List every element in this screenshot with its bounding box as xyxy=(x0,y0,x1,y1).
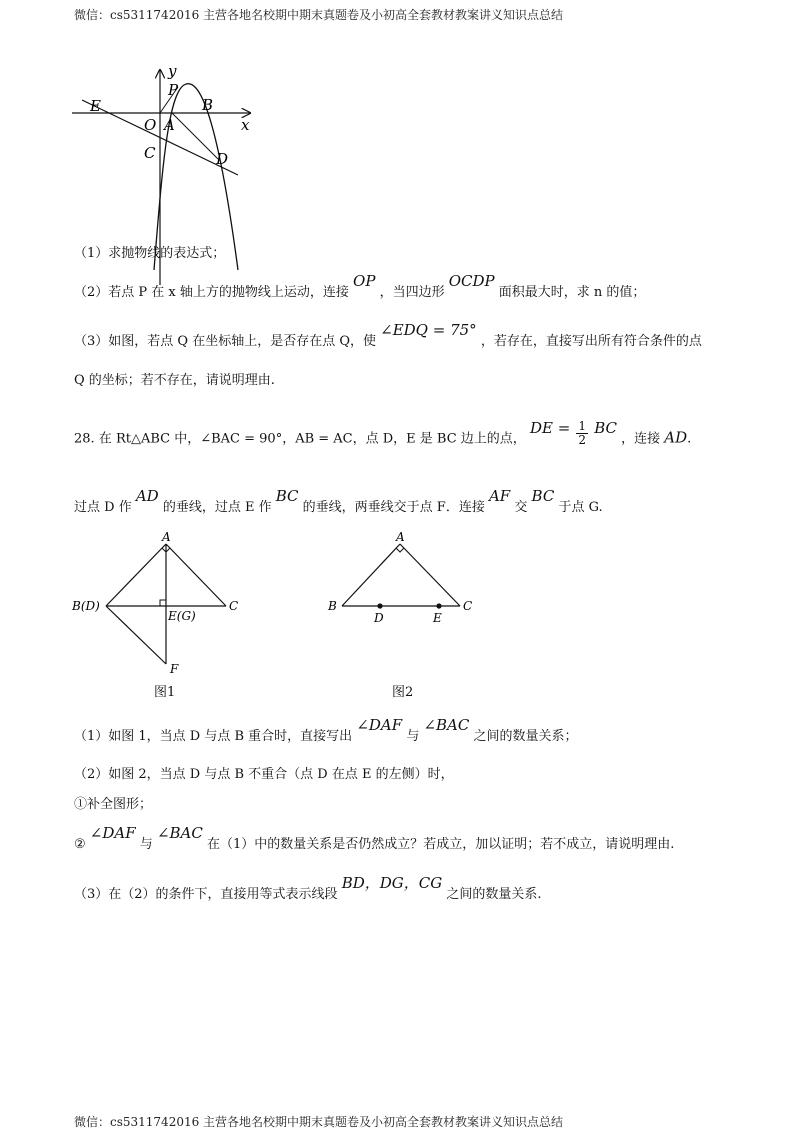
fig1-label-a: A xyxy=(162,530,171,544)
fig1-label-f: F xyxy=(170,662,179,676)
fig2-caption: 图2 xyxy=(392,685,414,700)
label-b: B xyxy=(202,96,214,114)
label-y: y xyxy=(168,62,177,80)
label-e: E xyxy=(90,97,101,115)
q28-stem-line1: 28. 在 Rt△ABC 中，∠BAC = 90°，AB = AC，点 D，E 是 BC 边上的点， DE = $\frac{1}{2}$ BC ，连接 AD. xyxy=(74,418,692,447)
fig1-caption: 图1 xyxy=(154,685,176,700)
fig2-segment-ac xyxy=(400,544,460,606)
q27-part2: （2）若点 P 在 x 轴上方的抛物线上运动，连接 OP ，当四边形 OCDP 面积最大时，求 n 的值； xyxy=(74,272,646,300)
q28-part3: （3）在（2）的条件下，直接用等式表示线段 BD，DG，CG 之间的数量关系. xyxy=(74,874,542,902)
figure-2 xyxy=(320,530,490,640)
fig1-label-eg: E(G) xyxy=(168,609,196,623)
fig1-segment-ac xyxy=(166,544,226,606)
fig2-point-d xyxy=(377,603,382,608)
segment-ad xyxy=(172,113,218,159)
page-footer: 微信：cs5311742016 主营各地名校期中期末真题卷及小初高全套教材教案讲义知识点总结 xyxy=(74,1115,564,1129)
fig2-label-e: E xyxy=(433,611,442,625)
fig2-label-a: A xyxy=(396,530,405,544)
q28-stem-line2: 过点 D 作 AD 的垂线，过点 E 作 BC 的垂线，两垂线交于点 F．连接 AF 交 BC 于点 G. xyxy=(74,487,603,515)
fig1-right-angle-e xyxy=(160,600,166,606)
fig2-label-c: C xyxy=(463,599,473,613)
fig1-label-bd: B(D) xyxy=(72,599,100,613)
label-o: O xyxy=(144,116,157,134)
q28-part1: （1）如图 1，当点 D 与点 B 重合时，直接写出 ∠DAF 与 ∠BAC 之间的数量关系； xyxy=(74,716,578,744)
figure-1 xyxy=(70,530,260,680)
fig2-right-angle-a xyxy=(396,548,404,552)
q28-part2-2: ② ∠DAF 与 ∠BAC 在（1）中的数量关系是否仍然成立？若成立，加以证明；若不成立，请说明理由. xyxy=(74,824,675,852)
fig1-segment-bf xyxy=(106,606,166,664)
q27-part3-cont: Q 的坐标；若不存在，请说明理由. xyxy=(74,373,275,388)
q27-part1: （1）求抛物线的表达式； xyxy=(74,246,226,261)
fig1-segment-ab xyxy=(106,544,166,606)
q27-part3: （3）如图，若点 Q 在坐标轴上，是否存在点 Q，使 ∠EDQ = 75° ，若存在，直接写出所有符合条件的点 xyxy=(74,321,702,349)
parabola-curve xyxy=(154,84,238,270)
fig2-point-e xyxy=(436,603,441,608)
fig2-segment-ab xyxy=(342,544,400,606)
q28-part2-1: ①补全图形； xyxy=(74,797,153,812)
label-a: A xyxy=(164,116,175,134)
page-header: 微信：cs5311742016 主营各地名校期中期末真题卷及小初高全套教材教案讲义知识点总结 xyxy=(74,8,564,22)
fig1-label-c: C xyxy=(229,599,239,613)
q28-part2: （2）如图 2，当点 D 与点 B 不重合（点 D 在点 E 的左侧）时， xyxy=(74,767,454,782)
label-x: x xyxy=(241,116,250,134)
label-p: P xyxy=(168,81,179,99)
label-d: D xyxy=(216,150,229,168)
label-c: C xyxy=(144,144,156,162)
fig2-label-b: B xyxy=(328,599,337,613)
fig2-label-d: D xyxy=(374,611,384,625)
